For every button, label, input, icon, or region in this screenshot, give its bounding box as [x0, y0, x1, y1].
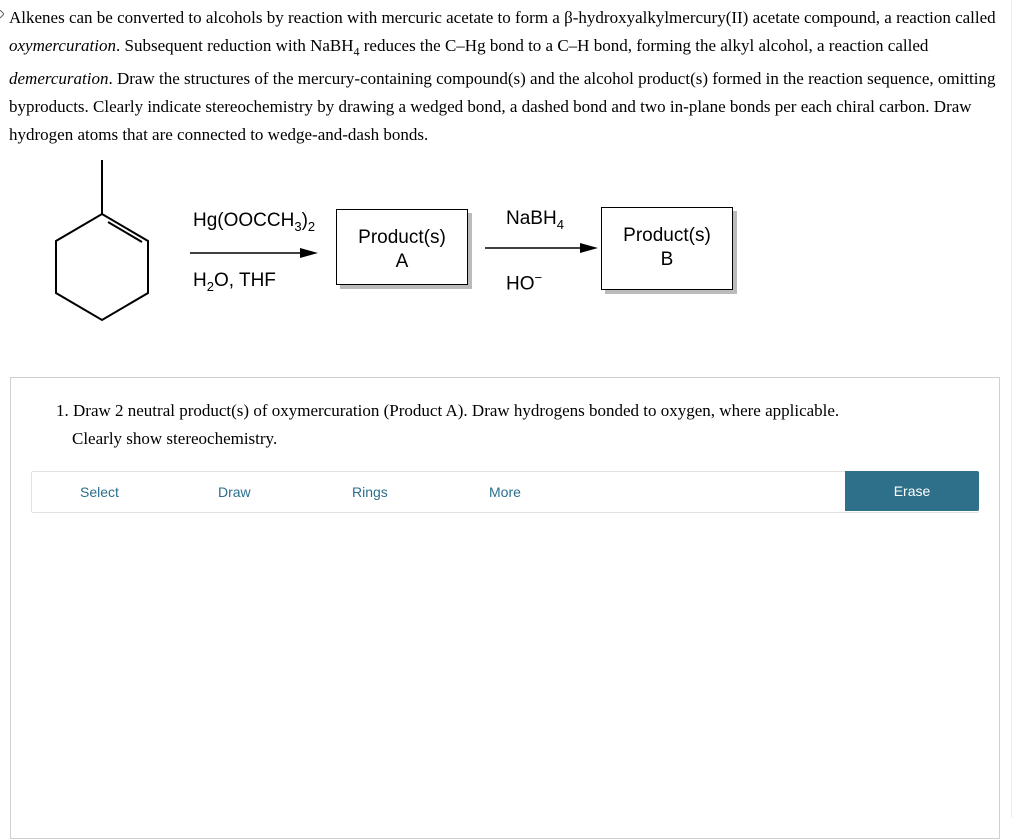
intro-term-oxymercuration: oxymercuration: [9, 36, 117, 55]
problem-intro: [9, 4, 1009, 149]
question-line-2: Clearly show stereochemistry.: [72, 429, 278, 448]
rings-tool-button[interactable]: Rings: [352, 484, 388, 500]
intro-term-demercuration: demercuration: [9, 69, 109, 89]
intro-subscript: 4: [353, 44, 360, 59]
product-b-box[interactable]: [601, 207, 733, 290]
product-a-label: Product(s): [358, 227, 446, 248]
question-text: [56, 397, 956, 453]
reaction-arrow-1: [190, 246, 320, 260]
reagent-water-thf: $H_2O$, THF: [193, 270, 276, 294]
product-b-label: Product(s): [623, 225, 711, 246]
more-tool-button[interactable]: More: [489, 484, 521, 500]
intro-text-1: Alkenes can be converted to alcohols by reaction with mercuric acetate to form a β-hydroxyalkylmercury(II) acetate compound, a reaction called: [9, 8, 996, 27]
question-line-1: 1. Draw 2 neutral product(s) of oxymercuration (Product A). Draw hydrogens bonded to oxygen, where applicable.: [56, 401, 840, 420]
question-panel: [10, 377, 1000, 839]
reaction-arrow-2: [485, 241, 600, 255]
intro-text-2: . Subsequent reduction with NaBH: [116, 36, 354, 55]
reagent-mercuric-acetate: $Hg(OOCCH_3)_2$: [193, 210, 316, 234]
erase-button[interactable]: Erase: [845, 471, 979, 511]
left-edge-marker-icon: [0, 10, 4, 22]
methylcyclohexene-structure: [50, 155, 160, 330]
reagent-sodium-borohydride: NaBH$_4$: [506, 208, 564, 232]
draw-tool-button[interactable]: Draw: [218, 484, 251, 500]
drawing-toolbar: [31, 471, 979, 513]
select-tool-button[interactable]: Select: [80, 484, 119, 500]
product-b-letter: B: [660, 249, 674, 270]
reaction-scheme: [0, 150, 1010, 340]
product-a-letter: A: [395, 251, 409, 272]
drawing-canvas[interactable]: [31, 514, 977, 834]
page-scrollbar[interactable]: [1011, 0, 1024, 818]
product-a-box[interactable]: [336, 209, 468, 285]
intro-text-3: reduces the C–Hg bond to a C–H bond, forming the alkyl alcohol, a reaction called: [359, 36, 929, 55]
reagent-hydroxide: HO−: [506, 270, 543, 295]
intro-text-4: . Draw the structures of the mercury-containing compound(s) and the alcohol product(s) formed in the reaction sequence, omitting byproducts. Clearly indicate stereochemistry by drawing a wedged bond, a dashed bond and two in-plane bonds per each chiral carbon. Draw hydrogen atoms that are connected to wedge-and-dash bonds.: [9, 69, 996, 145]
